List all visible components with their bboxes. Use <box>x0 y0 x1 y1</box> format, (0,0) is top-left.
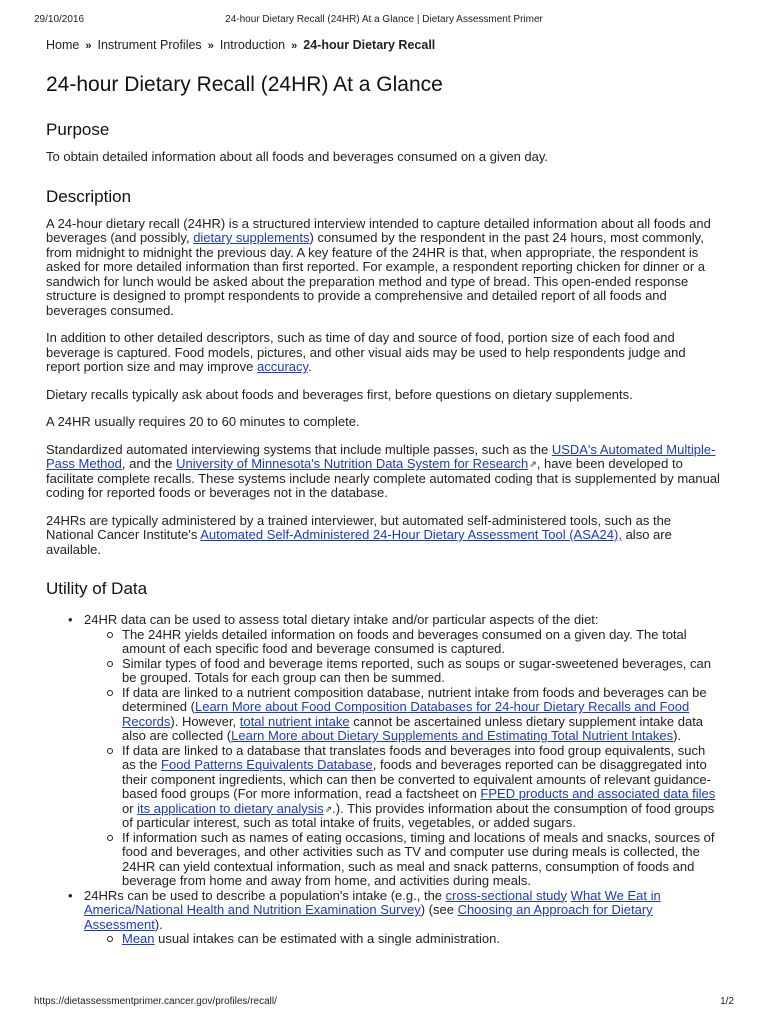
text-run: , foods and beverages reported can be disaggregated into their component ingredients, which can then be converted to equivalent amounts of relevant guidance-based food groups (For more information, read a factsheet on <box>122 757 711 801</box>
list-item <box>46 613 722 889</box>
text-run: ). However, <box>170 713 240 729</box>
text-run: ). <box>154 916 163 932</box>
description-paragraph-3: Dietary recalls typically ask about foods and beverages first, before questions on dietary supplements. <box>46 386 633 402</box>
print-footer <box>34 996 734 1010</box>
list-item: If information such as names of eating occasions, timing and locations of meals and snacks, sources of food and beverages, and other activities such as TV and computer use during meals is collected, the 24HR can yield contextual information, such as meal and snack patterns, consumption of foods and beverage from home and away from home, and activities during meals. <box>84 831 722 889</box>
description-heading: Description <box>46 186 132 206</box>
text-run: If data are linked to a database that translates foods and beverages into food group equivalents, such as the <box>122 742 706 772</box>
page-number: 1/2 <box>720 996 734 1007</box>
breadcrumb-separator: » <box>85 40 92 52</box>
sub-list <box>84 628 722 889</box>
description-paragraph-5 <box>46 443 722 501</box>
list-item: Similar types of food and beverage items reported, such as soups or sugar-sweetened beverages, can be grouped. Totals for each group can then be summed. <box>84 657 722 686</box>
text-run: .). This provides information about the consumption of food groups of particular interest, such as total intake of fruits, vegetables, or added sugars. <box>122 800 715 830</box>
mean-link[interactable]: Mean <box>122 931 155 946</box>
breadcrumb-current: 24-hour Dietary Recall <box>303 38 436 52</box>
text-run: ). <box>673 728 682 743</box>
purpose-text: To obtain detailed information about all foods and beverages consumed on a given day. <box>46 149 549 164</box>
utility-heading: Utility of Data <box>46 579 148 598</box>
breadcrumb-separator: » <box>207 40 214 52</box>
text-run: . <box>308 359 312 374</box>
list-item <box>84 744 722 831</box>
external-link-icon: ⇗ <box>324 803 333 814</box>
text-run: ) (see <box>420 902 458 917</box>
dietary-supplements-intakes-link[interactable]: Learn More about Dietary Supplements and Estimating Total Nutrient Intakes <box>231 728 674 743</box>
text-run: A 24-hour dietary recall (24HR) is a structured interview intended to capture detailed information about all foods and beverages (and possibly, <box>46 215 711 245</box>
text-run: 24HR data can be used to assess total dietary intake and/or particular aspects of the diet: <box>84 612 599 627</box>
description-paragraph-4: A 24HR usually requires 20 to 60 minutes to complete. <box>46 414 360 429</box>
description-paragraph-6 <box>46 514 722 558</box>
print-title: 24-hour Dietary Recall (24HR) At a Glance | Dietary Assessment Primer <box>225 14 543 25</box>
ndsr-link[interactable]: University of Minnesota's Nutrition Data System for Research <box>176 456 529 471</box>
text-run: , have been developed to facilitate complete recalls. These systems include nearly complete automated coding that is supplemented by manual coding for reported foods or beverages not in the database. <box>46 456 720 500</box>
breadcrumb-instrument-profiles[interactable]: Instrument Profiles <box>97 38 202 52</box>
food-composition-databases-link[interactable]: Learn More about Food Composition Databases for 24-hour Dietary Recalls and Food Records <box>122 699 690 729</box>
list-item: The 24HR yields detailed information on foods and beverages consumed on a given day. The total amount of each specific food and beverage consumed is captured. <box>84 628 722 657</box>
description-paragraph-2 <box>46 331 722 375</box>
accuracy-link[interactable]: accuracy <box>256 359 309 374</box>
cross-sectional-study-link[interactable]: cross-sectional study <box>445 887 568 903</box>
text-run: usual intakes can be estimated with a single administration. <box>154 931 500 946</box>
breadcrumb-separator: » <box>291 40 298 52</box>
text-run: cannot be ascertained unless dietary supplement intake data also are collected ( <box>122 713 704 743</box>
list-item <box>46 889 722 947</box>
text-run: 24HRs are typically administered by a trained interviewer, but automated self-administered tools, such as the National Cancer Institute's <box>46 512 672 542</box>
breadcrumb-home[interactable]: Home <box>46 38 80 52</box>
text-run: ) consumed by the respondent in the past 24 hours, most commonly, from midnight to midnight the previous day. A key feature of the 24HR is that, when appropriate, the respondent is asked for more detailed information than first reported. For example, a respondent reporting chicken for dinner or a sandwich for lunch would be asked about the preparation method and type of bread. This open-ended response structure is designed to prompt respondents to provide a comprehensive and detailed report of all foods and beverages consumed. <box>46 230 706 318</box>
print-url: https://dietassessmentprimer.cancer.gov/profiles/recall/ <box>34 996 277 1007</box>
sub-list <box>84 932 722 947</box>
external-link-icon: ⇗ <box>529 459 537 469</box>
dietary-analysis-link[interactable]: its application to dietary analysis <box>137 800 324 816</box>
utility-list <box>46 613 722 947</box>
text-run: In addition to other detailed descriptors, such as time of day and source of food, portion size of each food and beverage is captured. Food models, pictures, and other visual aids may be used to help respondents judge and report portion size and may improve <box>46 330 686 374</box>
dietary-supplements-link[interactable]: dietary supplements <box>193 230 310 245</box>
breadcrumb-introduction[interactable]: Introduction <box>219 38 286 52</box>
usda-ampm-link[interactable]: USDA's Automated Multiple-Pass Method <box>46 441 716 471</box>
text-run: Standardized automated interviewing systems that include multiple passes, such as the <box>46 441 552 457</box>
print-header <box>34 14 734 28</box>
choosing-approach-link[interactable]: Choosing an Approach for Dietary Assessment <box>84 902 653 932</box>
breadcrumb <box>46 38 722 52</box>
purpose-heading: Purpose <box>46 120 110 139</box>
print-date: 29/10/2016 <box>34 14 85 25</box>
fped-database-link[interactable]: Food Patterns Equivalents Database <box>161 757 373 772</box>
page-title: 24-hour Dietary Recall (24HR) At a Glance <box>46 73 443 96</box>
main-content <box>46 38 722 947</box>
text-run: , and the <box>121 456 177 471</box>
asa24-link[interactable]: Automated Self-Administered 24-Hour Dietary Assessment Tool (ASA24), <box>200 527 622 542</box>
text-run: If data are linked to a nutrient composition database, nutrient intake from foods and beverages can be determined ( <box>122 684 707 714</box>
total-nutrient-intake-link[interactable]: total nutrient intake <box>239 713 350 729</box>
text-run: 24HRs can be used to describe a population's intake (e.g., the <box>84 887 446 903</box>
text-run: or <box>122 800 138 816</box>
text-run: also are available. <box>46 527 672 557</box>
fped-products-link[interactable]: FPED products and associated data files <box>480 786 716 801</box>
description-paragraph-1 <box>46 217 722 319</box>
list-item <box>84 686 722 744</box>
list-item <box>84 932 722 947</box>
wweia-nhanes-link[interactable]: What We Eat in America/National Health and Nutrition Examination Survey <box>84 887 661 917</box>
